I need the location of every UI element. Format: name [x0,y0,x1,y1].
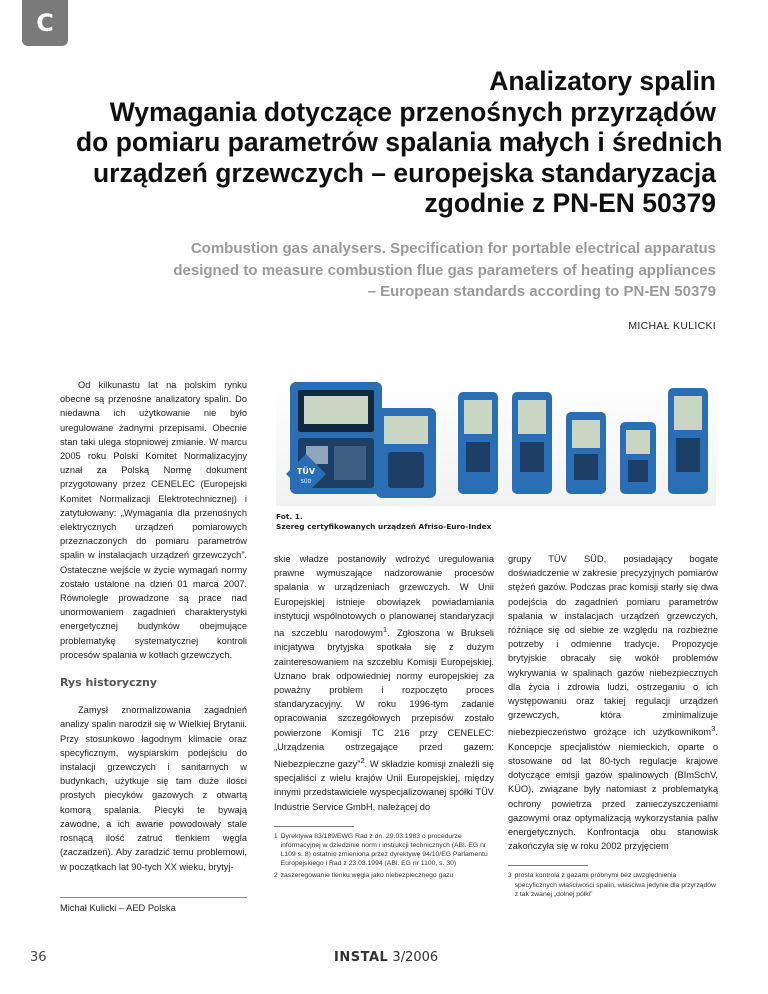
column-3 [508,552,718,901]
section-badge: C [22,0,68,46]
figure-label: Fot. 1. [276,512,303,521]
column-2 [274,552,494,882]
title-line: Wymagania dotyczące przenośnych przyrządów [109,96,716,127]
subtitle-line: Combustion gas analysers. Specification for portable electrical apparatus [190,240,716,257]
journal-issue: 3/2006 [388,950,439,965]
author-affiliation: Michał Kulicki – AED Polska [60,903,176,913]
footnote-number: 1 [274,832,278,840]
column-3-paragraph [508,552,718,853]
footnote [274,871,494,880]
analyzer-devices-illustration [276,378,716,506]
intro-paragraph: Od kilkunastu lat na polskim rynku obecne są przenośne analizatory spalin. Do niedawna ich użytkowanie nie było uregulowane żadnymi przepisami. Obecnie stan taki ulega stopniowej zmianie. W marcu 2005 roku Polski Komitet Normalizacyjny uznał za Polską Normę dokument przygotowany przez CENELEC (Europejski Komitet Normalizacji Elektrotechnicznej) i zatytułowany: „Wymagania dla przenośnych elektrycznych urządzeń pomiarowych przeznaczonych do pomiaru parametrów spalin w instalacjach urządzeń grzewczych”. Ostateczne wejście w życie wymagań normy zostało ustalone na dzień 01 marca 2007. Równolegle prowadzone są prace nad unormowaniem zagadnień charakterystyki energetycznej budynków obejmujące problematykę systematycznej kontroli procesów spalania w kotłach grzewczych. [60,380,247,660]
text-part: . Zgłoszona w Brukseli inicjatywa brytyjska spotkała się z dużym zainteresowaniem na szczeblu Komisji Europejskiej. Uznano brak odpowiedniej normy europejskiej za poważny problem i rozpoczęto proces standaryzacyjny. W roku 1996-tym zadanie opracowania szczegółowych przepisów zostało powierzone Komisji TC 216 przy CENELEC: „Urządzenia ostrzegające przed gazem: Niebezpieczne gazy” [274,628,495,770]
author-name: MICHAŁ KULICKI [628,320,716,332]
title-line: Analizatory spalin [489,66,716,96]
footnote [274,832,494,869]
footnote-ref: 1 [382,625,388,635]
text-part: grupy TÜV SÜD, posiadający bogate doświadczenie w zakresie precyzyjnych pomiarów stężeń gazów. Podczas prac komisji starły się dwa podejścia do zagadnień pomiaru parametrów spalania w instalacjach urządzeń grzewczych, różniące się od siebie ze względu na rozbieżne potrzeby i odmienne tradycje. Propozycje brytyjskie obracały się wokół problemów wykrywania w spalinach gazów niebezpiecznych dla życia i zdrowia ludzi, ostrzeganiu o ich występowaniu oraz takiej regulacji urządzeń grzewczych, która zminimalizuje niebezpieczeństwo grożące ich użytkownikom [508,554,718,738]
device-slim-3 [566,412,606,494]
subtitle-line: – European standards according to PN-EN 50379 [367,283,716,300]
device-slim-1 [458,392,498,494]
title-line: zgodnie z PN-EN 50379 [424,188,716,218]
title-line: urządzeń grzewczych – europejska standaryzacja [92,157,716,188]
affiliation-divider [60,897,247,898]
product-photo [276,378,716,506]
footnote-text: Dyrektywa 83/189/EWG Rad z dn. 29.03.1983 o procedurze informacyjnej w dziedzinie norm i instrukcji technicznych (ABl. EG nr L109 s. 8) ostatnio zmieniona przez dyrektywę 94/10/EG Parlamentu Europejskiego i Rad z 23.03.1994 (ABl. EG nr 1100, s. 30) [280,832,488,868]
footnote [508,871,718,899]
footnote-ref: 2 [360,755,365,765]
page-number: 36 [30,950,47,965]
footnote-divider [274,826,354,827]
text-part: . W składzie komisji znaleźli się specjaliści z wielu krajów Unii Europejskiej, między innymi przedstawiciele wyspecjalizowanej spółki TÜV Industrie Service GmbH, należącej do [274,759,494,812]
device-handheld-large [376,408,436,498]
article-subtitle [56,238,716,303]
device-slim-4 [620,422,656,494]
journal-brand: INSTAL [334,950,389,965]
footnote-ref: 3 [711,724,716,734]
figure-caption [276,512,491,532]
tuv-mark: TÜV [296,467,316,476]
tuv-sub: SÜD [300,479,312,485]
footnote-text: zaszeregowanie tlenku węgla jako niebezpiecznego gazu [280,871,454,879]
footnote-number: 2 [274,871,278,879]
article-title [76,66,723,219]
device-slim-5 [668,388,708,494]
column-1 [60,378,247,874]
figure-caption-text: Szereg certyfikowanych urządzeń Afriso-Euro-Index [276,522,492,531]
footnote-text: prosta kontrola z gazami próbnymi bez uwzględnienia specyficznych właściwości spalin, właściwa jedynie dla przyrządów z tak zwanej „dolnej półki” [514,872,716,898]
history-paragraph: Zamysł znormalizowania zagadnień analizy spalin narodził się w Wielkiej Brytanii. Przy stosunkowo łagodnym klimacie oraz specyficznym, wyspiarskim podejściu do instalacji grzewczych i sanitarnych w budynkach, użytkuje się tam duże ilości prostych piecyków gazowych z otwartą komorą spalania. Piecyki te bywają zawodne, a ich awarie powodowały stale rosnącą ilość zatruć tlenkiem węgla (zaczadzeń). Aby zaradzić temu problemowi, w początkach lat 90-tych XX wieku, brytyj- [60,705,247,872]
footnote-divider [508,865,588,866]
text-part: . Koncepcje specjalistów niemieckich, oparte o stosowane od lat 80-tych regulacje krajowe dotyczące emisji gazów spalinowych (BImSchV, KÜO), związane były natomiast z problematyką ochrony powietrza przed zanieczyszczeniami gazowymi oraz optymalizacją wykorzystania paliw energetycznych. Konfrontacja obu stanowisk zakończyła się w roku 2002 przyjęciem [508,727,718,852]
subtitle-line: designed to measure combustion flue gas parameters of heating appliances [173,261,716,279]
footnote-number: 3 [508,872,512,880]
journal-footer [334,950,438,965]
column-2-paragraph [274,552,494,814]
text-part: skie władze postanowiły wdrożyć uregulowania prawne wymuszające nadzorowanie procesów spalania w urządzeniach grzewczych. W Unii Europejskiej istnieje obowiązek powiadamiania instytucji wspólnotowych o planowanej standaryzacji na szczeblu narodowym [274,554,494,639]
section-heading: Rys historyczny [60,676,158,690]
device-slim-2 [512,392,552,494]
title-line: do pomiaru parametrów spalania małych i średnich [76,127,723,157]
